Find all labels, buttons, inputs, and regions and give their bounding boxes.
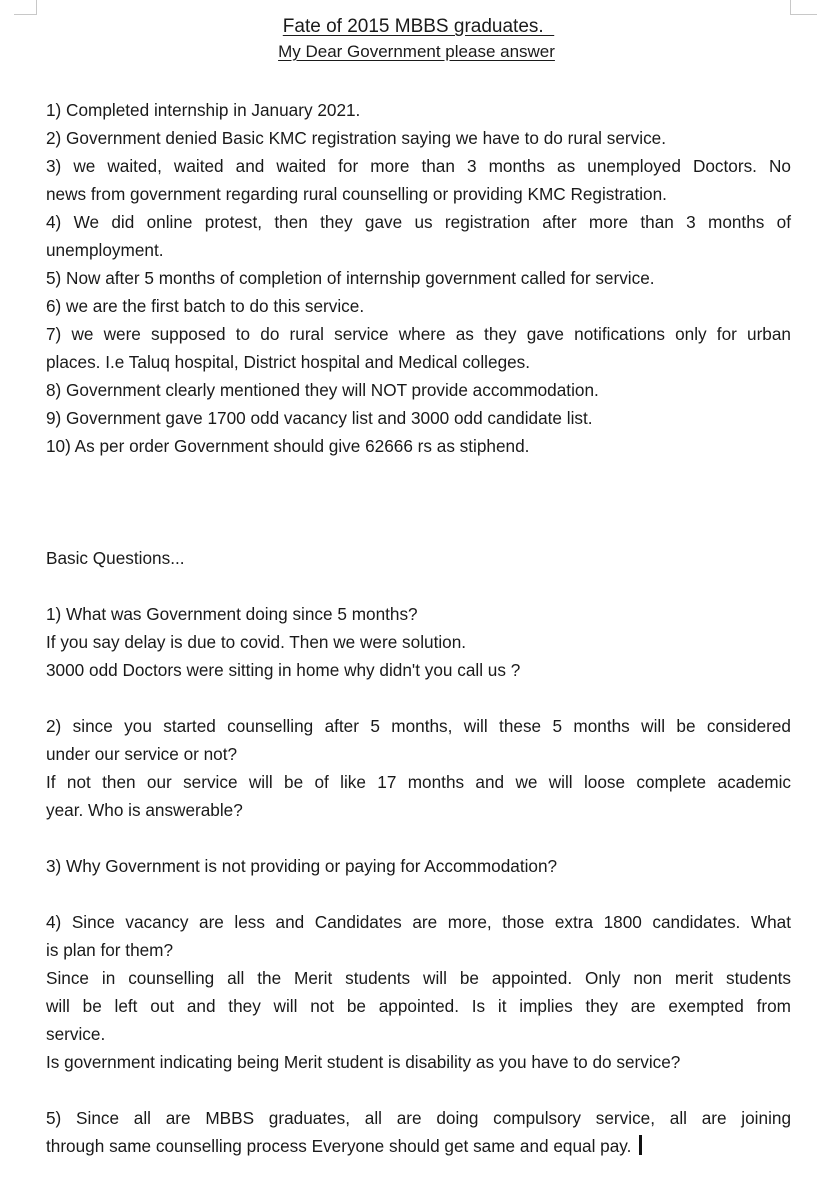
spacer (46, 1076, 791, 1104)
question-line: Since in counselling all the Merit students will be appointed. Only non merit students (46, 968, 791, 988)
question-line: will be left out and they will not be appointed. Is it implies they are exempted from (46, 996, 791, 1016)
document-body (46, 96, 791, 1160)
fact-line: 1) Completed internship in January 2021. (46, 100, 361, 120)
fact-line: unemployment. (46, 240, 164, 260)
question-line: If not then our service will be of like 17 months and we will loose complete academic (46, 772, 791, 792)
question-line: 1) What was Government doing since 5 months? (46, 604, 418, 624)
fact-line: 3) we waited, waited and waited for more than 3 months as unemployed Doctors. No (46, 156, 791, 176)
spacer (46, 684, 791, 712)
fact-line: 7) we were supposed to do rural service where as they gave notifications only for urban (46, 324, 791, 344)
fact-line: 4) We did online protest, then they gave us registration after more than 3 months of (46, 212, 791, 232)
document-header (0, 14, 817, 64)
spacer (46, 460, 791, 544)
question-line: If you say delay is due to covid. Then we were solution. (46, 632, 467, 652)
question-line: is plan for them? (46, 940, 174, 960)
fact-line: 2) Government denied Basic KMC registration saying we have to do rural service. (46, 128, 666, 148)
text-cursor (639, 1135, 642, 1155)
page-corner-mark-right (790, 0, 817, 15)
question-line: 5) Since all are MBBS graduates, all are doing compulsory service, all are joining (46, 1108, 791, 1128)
fact-line: 8) Government clearly mentioned they will NOT provide accommodation. (46, 380, 599, 400)
fact-line: 10) As per order Government should give 62666 rs as stiphend. (46, 436, 530, 456)
document-title: Fate of 2015 MBBS graduates. (282, 16, 555, 37)
question-line: 2) since you started counselling after 5 months, will these 5 months will be considered (46, 716, 791, 736)
spacer (46, 880, 791, 908)
page-corner-mark-left (14, 0, 37, 15)
fact-line: news from government regarding rural counselling or providing KMC Registration. (46, 184, 667, 204)
fact-line: 5) Now after 5 months of completion of internship government called for service. (46, 268, 655, 288)
question-line: 3) Why Government is not providing or paying for Accommodation? (46, 856, 558, 876)
fact-line: places. I.e Taluq hospital, District hospital and Medical colleges. (46, 352, 531, 372)
document-subtitle: My Dear Government please answer (278, 42, 555, 61)
question-line: Is government indicating being Merit student is disability as you have to do service? (46, 1052, 681, 1072)
spacer (46, 824, 791, 852)
question-line: 4) Since vacancy are less and Candidates are more, those extra 1800 candidates. What (46, 912, 791, 932)
fact-line: 9) Government gave 1700 odd vacancy list and 3000 odd candidate list. (46, 408, 593, 428)
fact-line: 6) we are the first batch to do this service. (46, 296, 365, 316)
question-text: through same counselling process Everyone should get same and equal pay. (46, 1136, 632, 1156)
question-line-last (46, 1132, 791, 1160)
spacer (46, 572, 791, 600)
question-line: service. (46, 1024, 106, 1044)
question-line: year. Who is answerable? (46, 800, 243, 820)
questions-heading: Basic Questions... (46, 548, 185, 568)
question-line: under our service or not? (46, 744, 238, 764)
question-line: 3000 odd Doctors were sitting in home why didn't you call us ? (46, 660, 521, 680)
